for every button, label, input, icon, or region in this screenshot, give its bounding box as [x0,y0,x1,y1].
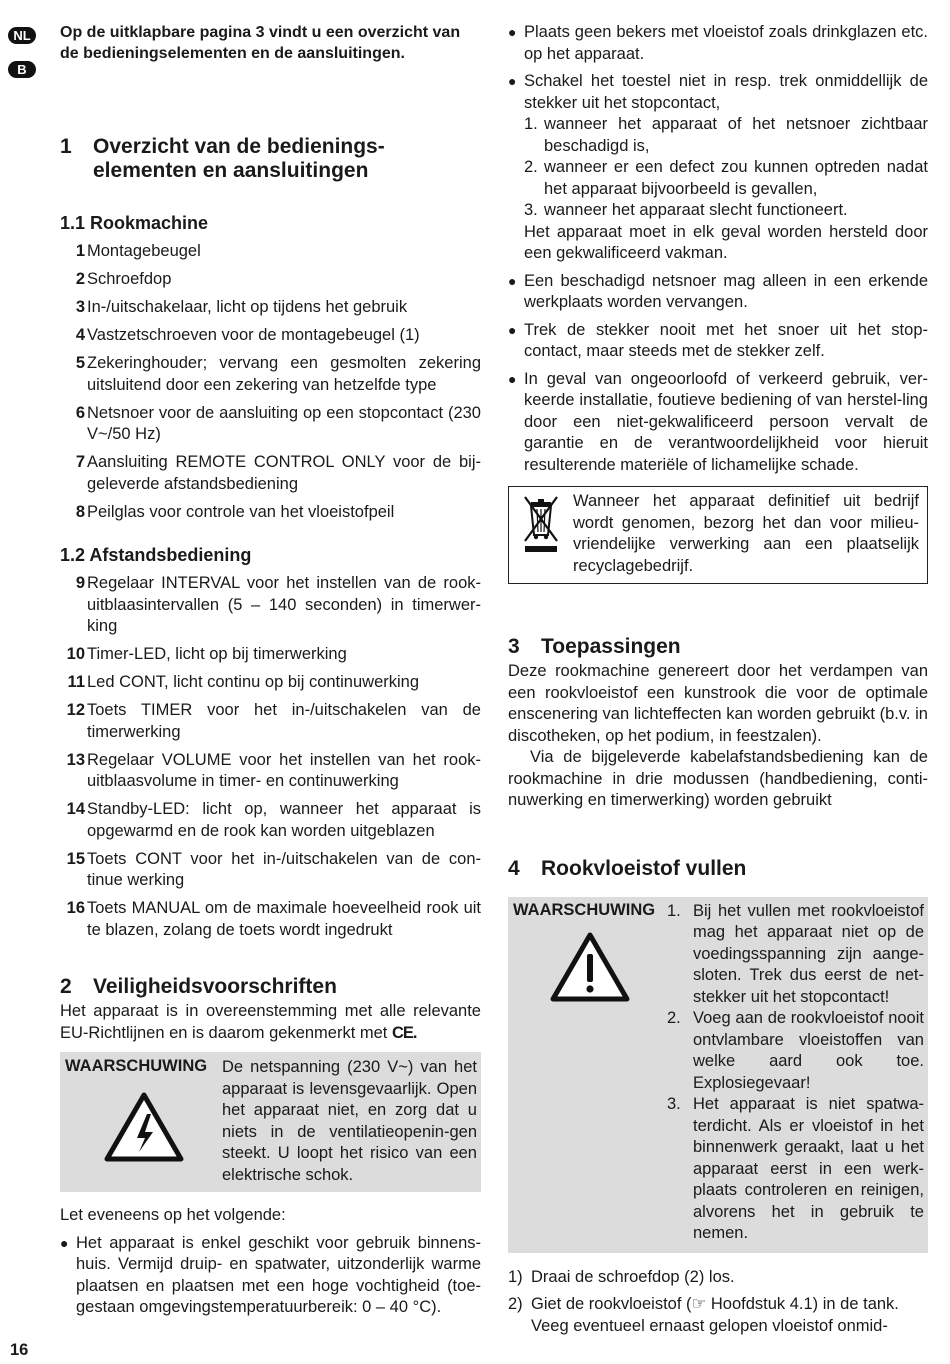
safety-bullet [508,369,928,477]
list-item [60,799,481,842]
list-item [60,269,481,291]
list-item [60,297,481,319]
item-text: Schroefdop [87,270,172,288]
list-item [667,1094,924,1245]
item-number: 2) [508,1295,523,1313]
language-badge-nl: NL [8,27,36,44]
item-number: 2 [75,270,85,288]
item-text: Voeg aan de rookvloeistof nooit ontvlambare vloeistoffen van welke aard ook toe. Explosiegevaar! [693,1009,924,1092]
exclamation-warning-icon [513,932,667,1002]
electric-warning-box [60,1052,481,1192]
item-number: 13 [66,750,85,769]
section-title-line2: elementen en aansluitingen [93,159,369,182]
bullet-intro: Schakel het toestel niet in resp. trek onmiddellijk de stekker uit het stopcontact, [524,72,928,112]
bullet-dot-icon: ● [508,272,517,289]
item-number: 11 [67,673,85,691]
section-2-heading [60,975,481,999]
filling-steps [508,1267,928,1338]
item-text: Timer-LED, licht op bij timerwerking [87,645,347,663]
bullet-dot-icon: ● [60,1234,69,1251]
section-title: Veiligheidsvoorschriften [93,975,337,998]
item-number: 5 [75,354,85,372]
bullet-dot-icon: ● [508,73,517,89]
bullet-text: In geval van ongeoorloofd of verkeerd gebruik, ver-keerde installatie, foutieve bediening of van herstel-ling door een niet-gekwalificeerd persoon vervalt de garantie en de verantwoordelijkheid voor hieruit resulterende materiële of lichamelijke schade. [524,369,928,474]
section-4-heading [508,857,928,881]
conditions-list [524,114,928,222]
list-item [508,1267,928,1289]
item-text: Standby-LED: licht op, wanneer het apparaat is opgewarmd en de rook kan worden uitgeblazen [87,800,481,840]
section-number: 1 [60,135,72,158]
section-3-paragraph: Via de bijgeleverde kabelafstandsbediening kan de rookmachine in drie modussen (handbediening, conti-nuwerking en timerwerking) worden gebruikt [508,748,928,809]
item-number: 1 [75,242,85,260]
item-number: 6 [75,403,85,422]
bullet-dot-icon: ● [508,370,517,387]
section-number: 3 [508,635,520,658]
section-number: 4 [508,856,520,880]
item-text: Regelaar VOLUME voor het instellen van het rook-uitblaasvolume in timer- en continuwerking [87,750,481,790]
list-item [667,901,924,1009]
item-text: wanneer het apparaat of het netsnoer zichtbaar beschadigd is, [544,115,928,155]
language-badge-b: B [8,61,36,78]
section-title-line1: Overzicht van de bedienings- [93,135,385,158]
recycling-notice-box [508,486,928,584]
safety-bullet [508,71,928,265]
list-item [60,672,481,694]
bullet-text: Plaats geen bekers met vloeistof zoals drinkglazen etc. op het apparaat. [524,23,928,63]
list-item [524,200,928,222]
bullet-dot-icon: ● [508,24,517,40]
item-text: Led CONT, licht continu op bij continuwerking [87,673,420,691]
bullet-text [524,71,928,265]
bullet-text: Een beschadigd netsnoer mag alleen in een erkende werkplaats worden vervangen. [524,271,928,311]
item-number: 12 [66,701,85,719]
item-number: 14 [66,800,85,818]
item-text: Het apparaat is niet spatwa-terdicht. Als er vloeistof in het binnenwerk geraakt, laat u het apparaat eerst in een werk-plaats controleren en reinigen, alvorens het in gebruik te nemen. [693,1095,924,1242]
list-item [524,114,928,157]
item-number: 15 [66,849,85,868]
warning-label: WAARSCHUWING [513,900,656,919]
section-3-heading [508,635,928,659]
list-item [60,700,481,743]
item-text: Regelaar INTERVAL voor het instellen van de rook-uitblaasintervallen (5 – 140 seconden) in timerwer-king [87,574,481,635]
high-voltage-icon [65,1092,222,1162]
section-title: Toepassingen [541,635,681,658]
list-item [60,644,481,666]
item-number: 3. [667,1095,681,1113]
also-note: Let eveneens op het volgende: [60,1206,286,1224]
bullet-text: Trek de stekker nooit met het snoer uit het stop-contact, maar steeds met de stekker zelf. [524,320,928,360]
bullet-dot-icon: ● [508,321,517,338]
page-number: 16 [10,1341,29,1359]
list-item [60,849,481,892]
item-text: Toets CONT voor het in-/uitschakelen van de con-tinue werking [87,849,481,889]
item-text: Giet de rookvloeistof (☞ Hoofdstuk 4.1) in de tank. Veeg eventueel ernaast gelopen vloeistof onmid- [531,1295,899,1335]
safety-bullet [60,1233,481,1319]
item-text: Toets TIMER voor het in-/uitschakelen van de timerwerking [87,701,481,741]
item-number: 1) [508,1267,523,1286]
item-number: 9 [75,574,85,592]
paragraph-text: Het apparaat is in overeenstemming met alle relevante EU-Richtlijnen en is daarom gekenmerkt met [60,1002,481,1042]
intro-text: Op de uitklapbare pagina 3 vindt u een overzicht van de bedieningselementen en de aansluitingen. [60,24,461,62]
list-item [60,750,481,793]
safety-bullet [508,22,928,65]
section-1-heading [60,135,481,183]
list-item [667,1008,924,1094]
list-item [60,502,481,524]
list-item [60,325,481,347]
warning-label: WAARSCHUWING [65,1057,208,1075]
recycling-text: Wanneer het apparaat definitief uit bedrijf wordt genomen, bezorg het dan voor milieu-vriendelijke verwerking aan een plaatselijk recyclagebedrijf. [573,492,919,575]
list-item [60,573,481,638]
item-text: Netsnoer voor de aansluiting op een stopcontact (230 V~/50 Hz) [87,403,481,443]
list-item [524,157,928,200]
bullet-text: Het apparaat is enkel geschikt voor gebruik binnens-huis. Vermijd druip- en spatwater, uitzonderlijk warme plaatsen en plaatsen met een hoge vochtigheid (toe-gestaan omgevingstemperatuurbereik: 0 – 40 °C). [76,1233,481,1316]
item-text: Peilglas voor controle van het vloeistofpeil [87,502,395,521]
item-text: Zekeringhouder; vervang een gesmolten zekering uitsluitend door een zekering van hetzelfde type [87,354,481,394]
section-3-paragraph: Deze rookmachine genereert door het verdampen van een rookvloeistof een kunstrook die voor de optimale enscenering van lichteffecten kan worden gebruikt (b.v. in discotheken, op het podium, in feestzalen). [508,662,928,745]
item-number: 2. [524,158,538,176]
safety-bullet [508,320,928,363]
subsection-1-2-heading: 1.2 Afstandsbediening [60,545,252,565]
item-text: Aansluiting REMOTE CONTROL ONLY voor de bij-geleverde afstandsbediening [87,453,481,493]
section-number: 2 [60,975,72,998]
section-2-paragraph [60,1001,481,1044]
list-item [60,353,481,396]
item-number: 4 [75,326,85,344]
remote-parts-list [60,573,481,941]
item-text: Draai de schroefdop (2) los. [531,1267,735,1286]
item-number: 7 [75,453,85,471]
item-text: Toets MANUAL om de maximale hoeveelheid rook uit te blazen, zolang de toets wordt ingedrukt [87,899,481,939]
item-number: 3. [524,201,538,219]
filling-warning-box [508,897,928,1253]
item-number: 3 [75,298,85,316]
item-number: 2. [667,1009,681,1027]
item-number: 1. [667,901,681,920]
item-number: 16 [66,899,85,917]
item-number: 1. [524,115,538,133]
left-column [60,22,481,1319]
list-item [60,241,481,263]
item-text: In-/uitschakelaar, licht op tijdens het gebruik [87,298,408,316]
list-item [60,403,481,446]
item-text: Montagebeugel [87,242,201,260]
item-number: 8 [75,502,85,521]
ce-mark: CE. [391,1023,417,1042]
crossed-out-bin-icon [517,491,573,577]
list-item [508,1294,928,1337]
item-text: wanneer er een defect zou kunnen optreden nadat het apparaat bijvoorbeeld is gevallen, [544,158,928,198]
list-item [60,898,481,941]
section-title [93,135,385,183]
item-text: Vastzetschroeven voor de montagebeugel (1) [87,326,420,344]
right-column [508,22,928,1337]
item-number: 10 [66,645,85,663]
warning-text: De netspanning (230 V~) van het apparaat is levensgevaarlijk. Open het apparaat niet, en zorg dat u niets in de ventilatieopenin-gen steekt. U loopt het risico van een elektrische schok. [222,1058,477,1184]
bullet-end: Het apparaat moet in elk geval worden hersteld door een gekwalificeerd vakman. [524,222,928,262]
item-text: Bij het vullen met rookvloeistof mag het apparaat niet op de voedingsspanning zijn aange-sloten. Trek dus eerst de net-stekker uit het stopcontact! [693,901,924,1006]
section-title: Rookvloeistof vullen [541,856,747,880]
safety-bullet [508,271,928,314]
item-text: wanneer het apparaat slecht functioneert. [544,201,848,219]
list-item [60,452,481,495]
warning-list [667,901,924,1245]
subsection-1-1-heading: 1.1 Rookmachine [60,213,209,233]
rookmachine-parts-list [60,241,481,523]
